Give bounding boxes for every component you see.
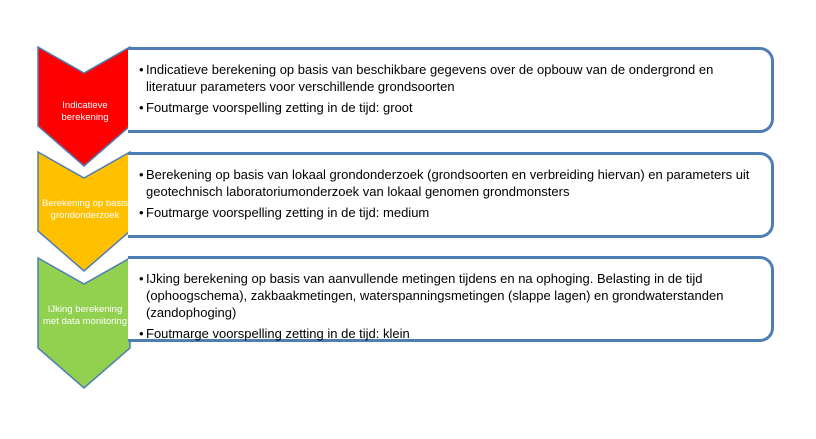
step-2-bullet-2: • Foutmarge voorspelling zetting in de tijd: medium bbox=[140, 204, 759, 221]
step-box-1 bbox=[128, 47, 774, 133]
step-box-3 bbox=[128, 256, 774, 342]
step-3-bullet-2: • Foutmarge voorspelling zetting in de tijd: klein bbox=[140, 325, 759, 342]
step-box-2 bbox=[128, 152, 774, 238]
step-1-label: Indicatieve berekening bbox=[61, 100, 109, 123]
step-3-bullet-1: • IJking berekening op basis van aanvullende metingen tijdens en na ophoging. Belasting in de tijd (ophoogschema), zakbaakmetingen, waterspanningsmetingen (slappe lagen) en grondwaterstanden (zandophoging) bbox=[140, 270, 759, 321]
step-3-label: IJking berekening met data monitoring bbox=[43, 304, 127, 327]
step-1-bullet-2: • Foutmarge voorspelling zetting in de tijd: groot bbox=[140, 99, 759, 116]
step-1-bullet-1: • Indicatieve berekening op basis van beschikbare gegevens over de opbouw van de ondergrond en literatuur parameters voor verschillende grondsoorten bbox=[140, 61, 759, 95]
step-2-label: Berekening op basis grondonderzoek bbox=[41, 198, 129, 221]
step-2-bullet-1: • Berekening op basis van lokaal grondonderzoek (grondsoorten en verbreiding hiervan) en parameters uit geotechnisch laboratoriumonderzoek van lokaal genomen grondmonsters bbox=[140, 166, 759, 200]
